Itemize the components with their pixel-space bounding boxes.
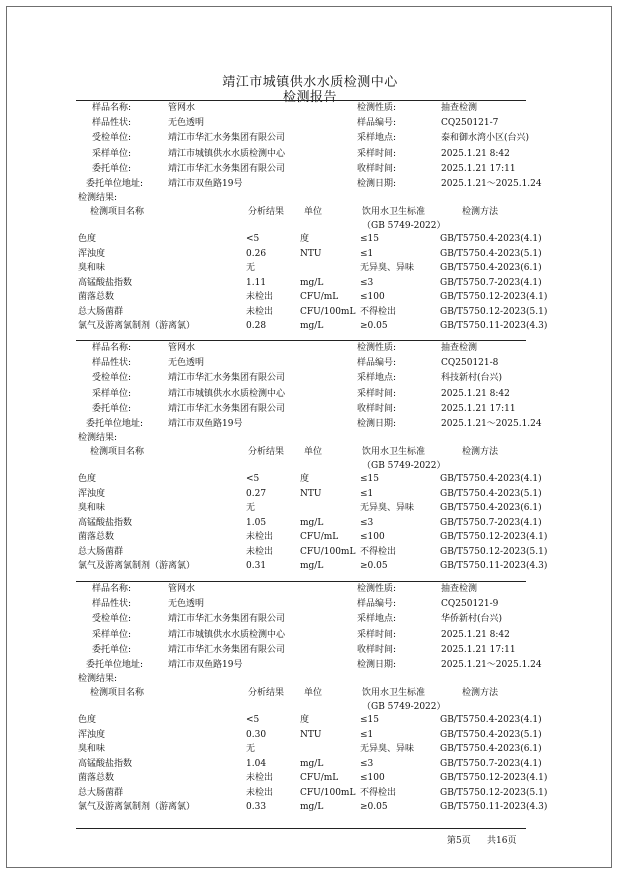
sample-no-value: CQ250121-8 [441,358,499,368]
cell-result: 1.05 [246,518,267,528]
cell-result: 未检出 [246,307,274,317]
cell-item: 浑浊度 [78,730,106,740]
cell-method: GB/T5750.11-2023(4.3) [440,802,548,812]
section-top-rule [76,100,526,101]
cell-standard: 不得检出 [360,788,397,798]
cell-result: 未检出 [246,788,274,798]
cell-item: 菌落总数 [78,292,115,302]
cell-method: GB/T5750.4-2023(4.1) [440,474,542,484]
cell-standard: ≤3 [360,278,374,288]
sample-state-label: 样品性状: [92,599,132,609]
col-header-standard: 饮用水卫生标准 [362,447,426,457]
cell-method: GB/T5750.12-2023(4.1) [440,773,548,783]
cell-item: 氯气及游离氯制剂（游离氯） [78,561,196,571]
cell-item: 高锰酸盐指数 [78,759,133,769]
sampling-unit-label: 采样单位: [92,630,132,640]
test-nature-value: 抽查检测 [441,584,478,594]
report-title: 靖江市城镇供水水质检测中心 [222,75,398,90]
cell-standard: 不得检出 [360,547,397,557]
col-header-item: 检测项目名称 [90,447,145,457]
cell-result: <5 [246,234,260,244]
cell-method: GB/T5750.11-2023(4.3) [440,321,548,331]
cell-standard: ≤1 [360,249,374,259]
col-header-item: 检测项目名称 [90,207,145,217]
client-unit-label: 委托单位: [92,404,132,414]
cell-result: 无 [246,263,256,273]
cell-standard: ≥0.05 [360,321,388,331]
cell-item: 总大肠菌群 [78,547,124,557]
cell-standard: ≤100 [360,292,385,302]
cell-item: 浑浊度 [78,489,106,499]
cell-item: 总大肠菌群 [78,307,124,317]
sample-no-label: 样品编号: [357,599,397,609]
cell-unit: mg/L [300,802,324,812]
cell-unit: CFU/100mL [300,307,356,317]
cell-standard: ≥0.05 [360,561,388,571]
cell-standard: ≤100 [360,773,385,783]
col-header-standard-code: （GB 5749-2022） [362,461,446,471]
cell-unit: NTU [300,249,322,259]
col-header-standard-code: （GB 5749-2022） [362,702,446,712]
cell-method: GB/T5750.7-2023(4.1) [440,759,542,769]
footer-rule [76,828,526,829]
col-header-result: 分析结果 [248,688,285,698]
cell-unit: mg/L [300,518,324,528]
page-number: 第5页 [447,836,471,846]
client-address-value: 靖江市双鱼路19号 [168,419,243,429]
cell-unit: NTU [300,730,322,740]
entrusted-unit-label: 受检单位: [92,614,132,624]
report-subtitle: 检测报告 [282,90,337,105]
cell-result: 未检出 [246,292,274,302]
test-date-label: 检测日期: [357,179,397,189]
sample-name-value: 管网水 [168,584,196,594]
cell-item: 高锰酸盐指数 [78,278,133,288]
cell-method: GB/T5750.12-2023(5.1) [440,788,548,798]
cell-result: 未检出 [246,547,274,557]
client-address-value: 靖江市双鱼路19号 [168,660,243,670]
cell-unit: 度 [300,234,310,244]
cell-result: 0.27 [246,489,267,499]
test-date-value: 2025.1.21～2025.1.24 [441,179,542,189]
sample-name-value: 管网水 [168,343,196,353]
cell-unit: 度 [300,474,310,484]
sampling-site-value: 华侨新村(台兴) [441,614,503,624]
col-header-standard: 饮用水卫生标准 [362,207,426,217]
cell-result: 无 [246,503,256,513]
cell-item: 浑浊度 [78,249,106,259]
cell-unit: CFU/100mL [300,788,356,798]
cell-method: GB/T5750.4-2023(5.1) [440,489,542,499]
cell-standard: 无异臭、异味 [360,263,415,273]
cell-result: 0.26 [246,249,267,259]
sample-name-value: 管网水 [168,103,196,113]
cell-unit: mg/L [300,759,324,769]
page-total: 共16页 [487,836,517,846]
test-nature-label: 检测性质: [357,584,397,594]
col-header-method: 检测方法 [462,447,499,457]
cell-item: 色度 [78,715,97,725]
cell-unit: CFU/100mL [300,547,356,557]
cell-standard: ≤15 [360,234,379,244]
col-header-unit: 单位 [304,207,323,217]
test-nature-value: 抽查检测 [441,343,478,353]
cell-result: 0.28 [246,321,267,331]
cell-standard: ≥0.05 [360,802,388,812]
cell-standard: ≤15 [360,715,379,725]
sample-name-label: 样品名称: [92,343,132,353]
section-top-rule [76,581,526,582]
col-header-unit: 单位 [304,447,323,457]
sampling-unit-label: 采样单位: [92,389,132,399]
cell-item: 菌落总数 [78,532,115,542]
cell-method: GB/T5750.4-2023(4.1) [440,234,542,244]
receipt-time-value: 2025.1.21 17:11 [441,164,516,174]
test-nature-label: 检测性质: [357,103,397,113]
receipt-time-label: 收样时间: [357,404,397,414]
test-date-label: 检测日期: [357,660,397,670]
cell-result: 0.31 [246,561,267,571]
client-unit-label: 委托单位: [92,164,132,174]
receipt-time-value: 2025.1.21 17:11 [441,404,516,414]
cell-method: GB/T5750.12-2023(4.1) [440,292,548,302]
results-heading: 检测结果: [78,674,118,684]
test-date-value: 2025.1.21～2025.1.24 [441,419,542,429]
results-heading: 检测结果: [78,193,118,203]
cell-standard: ≤3 [360,759,374,769]
cell-item: 臭和味 [78,744,106,754]
client-address-label: 委托单位地址: [86,179,144,189]
cell-method: GB/T5750.4-2023(5.1) [440,249,542,259]
col-header-item: 检测项目名称 [90,688,145,698]
cell-method: GB/T5750.4-2023(4.1) [440,715,542,725]
cell-method: GB/T5750.4-2023(6.1) [440,503,542,513]
sampling-site-value: 泰和御水湾小区(台兴) [441,133,530,143]
cell-method: GB/T5750.7-2023(4.1) [440,518,542,528]
sample-name-label: 样品名称: [92,103,132,113]
cell-unit: mg/L [300,321,324,331]
cell-result: 0.30 [246,730,267,740]
test-nature-value: 抽查检测 [441,103,478,113]
cell-unit: CFU/mL [300,532,339,542]
sample-no-value: CQ250121-7 [441,118,499,128]
entrusted-unit-value: 靖江市华汇水务集团有限公司 [168,614,286,624]
cell-standard: ≤3 [360,518,374,528]
cell-method: GB/T5750.4-2023(5.1) [440,730,542,740]
client-unit-value: 靖江市华汇水务集团有限公司 [168,645,286,655]
cell-item: 氯气及游离氯制剂（游离氯） [78,321,196,331]
sampling-unit-value: 靖江市城镇供水水质检测中心 [168,630,286,640]
sampling-unit-value: 靖江市城镇供水水质检测中心 [168,389,286,399]
cell-method: GB/T5750.12-2023(5.1) [440,307,548,317]
col-header-result: 分析结果 [248,207,285,217]
cell-standard: ≤1 [360,730,374,740]
cell-unit: 度 [300,715,310,725]
sample-state-value: 无色透明 [168,118,205,128]
cell-unit: NTU [300,489,322,499]
cell-standard: ≤15 [360,474,379,484]
test-date-label: 检测日期: [357,419,397,429]
cell-item: 臭和味 [78,263,106,273]
client-address-label: 委托单位地址: [86,660,144,670]
sampling-time-value: 2025.1.21 8:42 [441,149,510,159]
client-unit-label: 委托单位: [92,645,132,655]
col-header-standard-code: （GB 5749-2022） [362,221,446,231]
cell-result: 无 [246,744,256,754]
cell-unit: CFU/mL [300,292,339,302]
cell-item: 氯气及游离氯制剂（游离氯） [78,802,196,812]
cell-result: 未检出 [246,532,274,542]
cell-item: 高锰酸盐指数 [78,518,133,528]
receipt-time-value: 2025.1.21 17:11 [441,645,516,655]
col-header-method: 检测方法 [462,207,499,217]
test-date-value: 2025.1.21～2025.1.24 [441,660,542,670]
cell-method: GB/T5750.11-2023(4.3) [440,561,548,571]
cell-item: 色度 [78,234,97,244]
col-header-standard: 饮用水卫生标准 [362,688,426,698]
receipt-time-label: 收样时间: [357,645,397,655]
cell-standard: 无异臭、异味 [360,503,415,513]
entrusted-unit-value: 靖江市华汇水务集团有限公司 [168,373,286,383]
results-heading: 检测结果: [78,433,118,443]
entrusted-unit-label: 受检单位: [92,373,132,383]
receipt-time-label: 收样时间: [357,164,397,174]
col-header-result: 分析结果 [248,447,285,457]
sample-name-label: 样品名称: [92,584,132,594]
client-unit-value: 靖江市华汇水务集团有限公司 [168,404,286,414]
cell-item: 总大肠菌群 [78,788,124,798]
sampling-site-label: 采样地点: [357,614,397,624]
col-header-method: 检测方法 [462,688,499,698]
cell-standard: 不得检出 [360,307,397,317]
cell-unit: CFU/mL [300,773,339,783]
sample-state-value: 无色透明 [168,358,205,368]
sampling-unit-value: 靖江市城镇供水水质检测中心 [168,149,286,159]
cell-item: 菌落总数 [78,773,115,783]
cell-method: GB/T5750.4-2023(6.1) [440,263,542,273]
sample-state-label: 样品性状: [92,358,132,368]
cell-result: 0.33 [246,802,267,812]
sampling-unit-label: 采样单位: [92,149,132,159]
section-top-rule [76,340,526,341]
cell-standard: ≤1 [360,489,374,499]
cell-result: 未检出 [246,773,274,783]
cell-standard: 无异臭、异味 [360,744,415,754]
entrusted-unit-value: 靖江市华汇水务集团有限公司 [168,133,286,143]
col-header-unit: 单位 [304,688,323,698]
sampling-site-value: 科技新村(台兴) [441,373,503,383]
sampling-time-value: 2025.1.21 8:42 [441,389,510,399]
sample-no-label: 样品编号: [357,118,397,128]
sample-state-label: 样品性状: [92,118,132,128]
sampling-site-label: 采样地点: [357,133,397,143]
cell-method: GB/T5750.4-2023(6.1) [440,744,542,754]
sampling-time-value: 2025.1.21 8:42 [441,630,510,640]
client-unit-value: 靖江市华汇水务集团有限公司 [168,164,286,174]
cell-method: GB/T5750.12-2023(5.1) [440,547,548,557]
sample-no-value: CQ250121-9 [441,599,499,609]
sampling-time-label: 采样时间: [357,149,397,159]
cell-result: <5 [246,715,260,725]
cell-result: 1.11 [246,278,267,288]
sampling-site-label: 采样地点: [357,373,397,383]
sample-state-value: 无色透明 [168,599,205,609]
cell-unit: mg/L [300,278,324,288]
cell-item: 色度 [78,474,97,484]
cell-standard: ≤100 [360,532,385,542]
sampling-time-label: 采样时间: [357,630,397,640]
entrusted-unit-label: 受检单位: [92,133,132,143]
cell-result: <5 [246,474,260,484]
cell-method: GB/T5750.12-2023(4.1) [440,532,548,542]
cell-unit: mg/L [300,561,324,571]
client-address-value: 靖江市双鱼路19号 [168,179,243,189]
sample-no-label: 样品编号: [357,358,397,368]
test-nature-label: 检测性质: [357,343,397,353]
sampling-time-label: 采样时间: [357,389,397,399]
cell-result: 1.04 [246,759,267,769]
cell-item: 臭和味 [78,503,106,513]
cell-method: GB/T5750.7-2023(4.1) [440,278,542,288]
client-address-label: 委托单位地址: [86,419,144,429]
